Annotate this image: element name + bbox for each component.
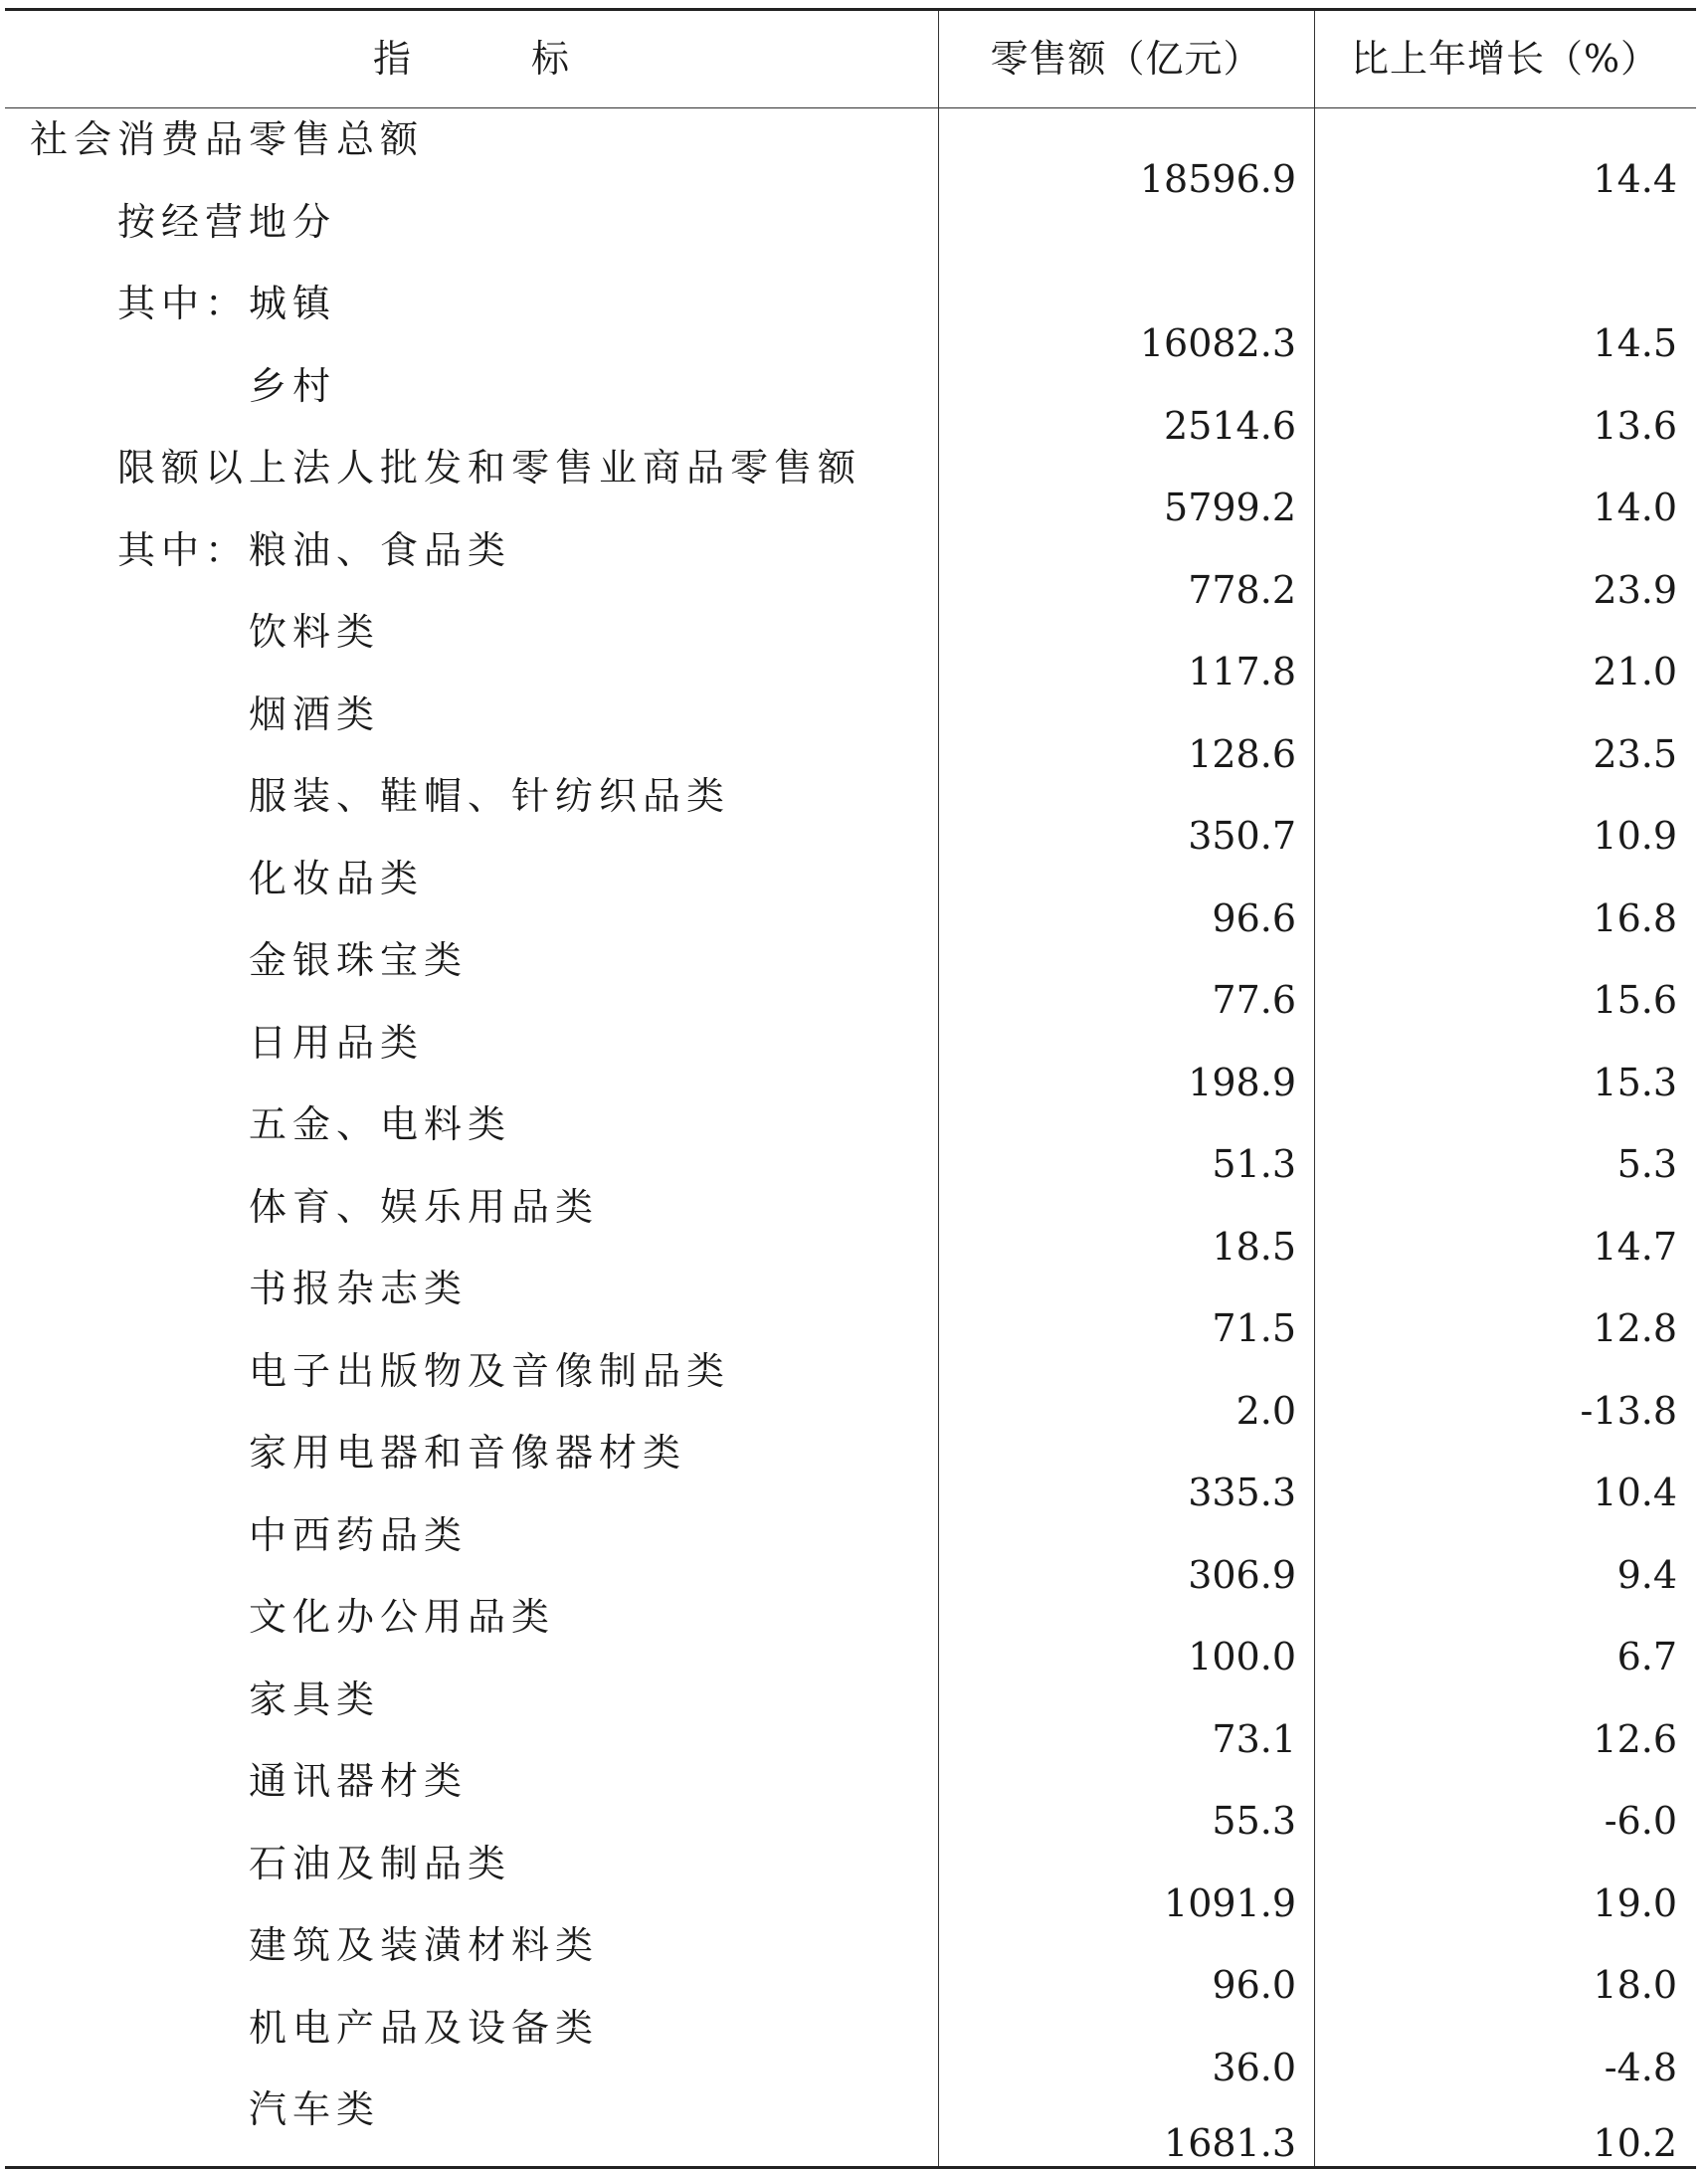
row-label: 石油及制品类 [249, 1841, 512, 1885]
row-label: 家用电器和音像器材类 [249, 1431, 687, 1475]
row-amount: 2.0 [1235, 1388, 1296, 1433]
header-growth-rate: 比上年增长（%） [1350, 37, 1660, 81]
header-indicator-char-1: 指 [372, 37, 412, 81]
row-label: 服装、鞋帽、针纺织品类 [249, 774, 731, 818]
row-growth: 10.4 [1593, 1471, 1677, 1514]
row-amount: 36.0 [1212, 2045, 1296, 2089]
row-growth: 15.3 [1593, 1060, 1677, 1104]
row-growth: 18.0 [1593, 1963, 1677, 2007]
table-row [5, 764, 1696, 858]
table-row [5, 1092, 1696, 1186]
table-row [5, 354, 1696, 448]
row-label: 体育、娱乐用品类 [249, 1184, 600, 1229]
row-amount: 18.5 [1212, 1224, 1296, 1269]
table-row [5, 1421, 1696, 1514]
row-amount: 117.8 [1188, 650, 1296, 693]
table-row [5, 600, 1696, 693]
row-label: 建筑及装潢材料类 [249, 1923, 600, 1967]
row-label: 中西药品类 [249, 1512, 469, 1557]
row-amount: 96.0 [1212, 1963, 1296, 2007]
row-label: 限额以上法人批发和零售业商品零售额 [117, 446, 862, 490]
table-row [5, 683, 1696, 776]
row-label: 按经营地分 [117, 199, 337, 244]
row-label: 五金、电料类 [249, 1102, 512, 1146]
row-growth: 14.5 [1593, 321, 1677, 365]
table-row [5, 1175, 1696, 1269]
row-growth: -4.8 [1604, 2045, 1677, 2089]
row-growth: 14.4 [1593, 157, 1677, 201]
row-growth: -6.0 [1604, 1799, 1677, 1843]
row-amount: 1091.9 [1164, 1880, 1296, 1925]
row-growth: 12.6 [1593, 1716, 1677, 1761]
table-row [5, 272, 1696, 365]
row-label: 书报杂志类 [249, 1267, 469, 1310]
row-label: 日用品类 [249, 1020, 425, 1065]
row-growth: 19.0 [1593, 1880, 1677, 1925]
table-header [5, 11, 1696, 108]
row-label: 汽车类 [249, 2087, 381, 2131]
row-amount: 96.6 [1212, 895, 1296, 940]
table-row [5, 190, 1696, 273]
row-growth: 14.0 [1593, 486, 1677, 529]
row-label: 饮料类 [249, 610, 381, 654]
table-row [5, 928, 1696, 1022]
row-growth: 13.6 [1593, 403, 1677, 448]
row-amount: 71.5 [1212, 1306, 1296, 1350]
row-growth: 10.9 [1593, 814, 1677, 858]
row-amount: 2514.6 [1164, 403, 1296, 448]
row-label: 文化办公用品类 [249, 1595, 556, 1639]
row-amount: 350.7 [1188, 814, 1296, 858]
table-row [5, 518, 1696, 612]
row-amount: 73.1 [1212, 1716, 1296, 1761]
table-row [5, 1011, 1696, 1104]
table-row [5, 1913, 1696, 2007]
row-growth: 6.7 [1616, 1635, 1677, 1678]
row-growth: 21.0 [1593, 650, 1677, 693]
row-label: 其中：城镇 [117, 282, 337, 325]
row-growth: -13.8 [1580, 1388, 1677, 1433]
row-amount: 18596.9 [1139, 157, 1296, 201]
row-label: 家具类 [249, 1677, 381, 1721]
row-label: 电子出版物及音像制品类 [249, 1348, 731, 1393]
row-growth: 23.5 [1593, 731, 1677, 776]
table-row [5, 1996, 1696, 2089]
row-growth: 14.7 [1593, 1224, 1677, 1269]
table-row [5, 2077, 1696, 2165]
table-row [5, 1257, 1696, 1350]
header-indicator [5, 11, 938, 107]
row-amount: 5799.2 [1164, 486, 1296, 529]
row-amount: 77.6 [1212, 978, 1296, 1022]
row-label: 其中：粮油、食品类 [117, 527, 512, 572]
table-row [5, 847, 1696, 940]
table-row [5, 1503, 1696, 1597]
row-label: 乡村 [249, 363, 337, 408]
row-growth: 12.8 [1593, 1306, 1677, 1350]
row-amount: 335.3 [1188, 1471, 1296, 1514]
table-row [5, 1339, 1696, 1433]
row-growth: 9.4 [1616, 1552, 1677, 1597]
header-retail-amount: 零售额（亿元） [990, 37, 1262, 81]
row-label: 机电产品及设备类 [249, 2005, 600, 2050]
row-amount: 198.9 [1188, 1060, 1296, 1104]
table-row [5, 1668, 1696, 1761]
row-label: 通讯器材类 [249, 1759, 469, 1803]
row-growth: 5.3 [1616, 1142, 1677, 1186]
row-amount: 100.0 [1188, 1635, 1296, 1678]
row-amount: 778.2 [1188, 567, 1296, 612]
table-row [5, 436, 1696, 529]
row-growth: 23.9 [1593, 567, 1677, 612]
row-growth: 10.2 [1593, 2121, 1677, 2165]
row-amount: 16082.3 [1139, 321, 1296, 365]
row-amount: 1681.3 [1164, 2121, 1296, 2165]
row-label: 金银珠宝类 [249, 938, 469, 982]
row-amount: 306.9 [1188, 1552, 1296, 1597]
row-amount: 55.3 [1212, 1799, 1296, 1843]
row-label: 烟酒类 [249, 691, 381, 736]
row-amount: 128.6 [1188, 731, 1296, 776]
row-amount: 51.3 [1212, 1142, 1296, 1186]
table-row [5, 1832, 1696, 1925]
table-row [5, 1585, 1696, 1678]
header-indicator-char-2: 标 [531, 37, 571, 81]
row-growth: 16.8 [1593, 895, 1677, 940]
row-label: 社会消费品零售总额 [30, 117, 425, 161]
row-growth: 15.6 [1593, 978, 1677, 1022]
row-label: 化妆品类 [249, 856, 425, 900]
table-row [5, 1749, 1696, 1843]
retail-sales-table [5, 8, 1696, 2169]
table-row [5, 107, 1696, 201]
